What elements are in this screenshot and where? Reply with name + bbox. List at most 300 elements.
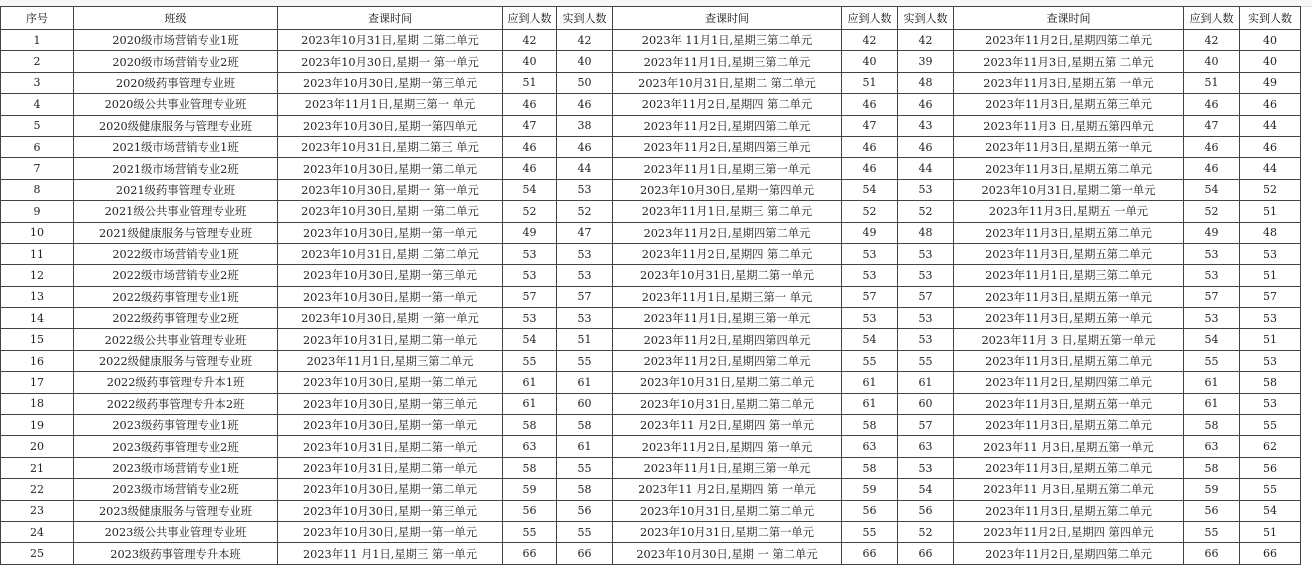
check-time-1-cell[interactable]: 2023年10月30日,星期一 第一单元 bbox=[278, 51, 503, 72]
expected-3-cell[interactable]: 56 bbox=[1184, 500, 1240, 521]
expected-2-header[interactable]: 应到人数 bbox=[842, 7, 898, 30]
check-time-3-cell[interactable]: 2023年10月31日,星期二第一单元 bbox=[954, 179, 1184, 200]
actual-3-cell[interactable]: 44 bbox=[1240, 158, 1301, 179]
expected-3-cell[interactable]: 66 bbox=[1184, 543, 1240, 564]
seq-cell[interactable]: 11 bbox=[1, 243, 74, 264]
actual-1-cell[interactable]: 61 bbox=[557, 372, 613, 393]
seq-cell[interactable]: 15 bbox=[1, 329, 74, 350]
seq-cell[interactable]: 2 bbox=[1, 51, 74, 72]
check-time-3-cell[interactable]: 2023年11月3日,星期五第 一单元 bbox=[954, 72, 1184, 93]
seq-cell[interactable]: 18 bbox=[1, 393, 74, 414]
class-cell[interactable]: 2021级市场营销专业1班 bbox=[74, 136, 278, 157]
class-header[interactable]: 班级 bbox=[74, 7, 278, 30]
check-time-2-cell[interactable]: 2023年10月31日,星期二 第二单元 bbox=[613, 72, 842, 93]
check-time-2-cell[interactable]: 2023年11月1日,星期三第二单元 bbox=[613, 51, 842, 72]
seq-cell[interactable]: 16 bbox=[1, 350, 74, 371]
check-time-1-cell[interactable]: 2023年11 月1日,星期三 第一单元 bbox=[278, 543, 503, 564]
expected-1-cell[interactable]: 46 bbox=[503, 94, 557, 115]
expected-2-cell[interactable]: 46 bbox=[842, 136, 898, 157]
actual-3-cell[interactable]: 57 bbox=[1240, 286, 1301, 307]
check-time-2-cell[interactable]: 2023年11 月2日,星期四 第一单元 bbox=[613, 415, 842, 436]
seq-cell[interactable]: 17 bbox=[1, 372, 74, 393]
expected-2-cell[interactable]: 58 bbox=[842, 457, 898, 478]
class-cell[interactable]: 2023级药事管理专业2班 bbox=[74, 436, 278, 457]
check-time-2-cell[interactable]: 2023年11月2日,星期四第二单元 bbox=[613, 115, 842, 136]
actual-3-cell[interactable]: 40 bbox=[1240, 30, 1301, 51]
seq-cell[interactable]: 3 bbox=[1, 72, 74, 93]
actual-2-cell[interactable]: 61 bbox=[898, 372, 954, 393]
actual-3-cell[interactable]: 56 bbox=[1240, 457, 1301, 478]
expected-2-cell[interactable]: 66 bbox=[842, 543, 898, 564]
check-time-2-cell[interactable]: 2023年11月1日,星期三第一 单元 bbox=[613, 286, 842, 307]
actual-1-cell[interactable]: 55 bbox=[557, 457, 613, 478]
actual-1-cell[interactable]: 53 bbox=[557, 308, 613, 329]
expected-2-cell[interactable]: 53 bbox=[842, 243, 898, 264]
check-time-1-cell[interactable]: 2023年10月30日,星期一第三单元 bbox=[278, 72, 503, 93]
expected-3-cell[interactable]: 46 bbox=[1184, 136, 1240, 157]
expected-3-cell[interactable]: 42 bbox=[1184, 30, 1240, 51]
actual-1-cell[interactable]: 61 bbox=[557, 436, 613, 457]
expected-1-cell[interactable]: 46 bbox=[503, 136, 557, 157]
check-time-3-cell[interactable]: 2023年11月3日,星期五第一单元 bbox=[954, 393, 1184, 414]
expected-2-cell[interactable]: 54 bbox=[842, 179, 898, 200]
expected-1-cell[interactable]: 49 bbox=[503, 222, 557, 243]
actual-3-cell[interactable]: 53 bbox=[1240, 308, 1301, 329]
check-time-3-cell[interactable]: 2023年11月2日,星期四 第四单元 bbox=[954, 521, 1184, 542]
check-time-2-cell[interactable]: 2023年11月1日,星期三 第二单元 bbox=[613, 201, 842, 222]
table-row bbox=[1, 115, 1301, 136]
class-cell[interactable]: 2022级药事管理专业1班 bbox=[74, 286, 278, 307]
class-cell[interactable]: 2020级药事管理专业班 bbox=[74, 72, 278, 93]
expected-2-cell[interactable]: 55 bbox=[842, 521, 898, 542]
class-cell[interactable]: 2020级市场营销专业1班 bbox=[74, 30, 278, 51]
actual-3-cell[interactable]: 46 bbox=[1240, 94, 1301, 115]
seq-cell[interactable]: 9 bbox=[1, 201, 74, 222]
seq-cell[interactable]: 8 bbox=[1, 179, 74, 200]
class-cell[interactable]: 2020级市场营销专业2班 bbox=[74, 51, 278, 72]
check-time-2-cell[interactable]: 2023年 11月1日,星期三第二单元 bbox=[613, 30, 842, 51]
check-time-1-cell[interactable]: 2023年10月30日,星期 一第一单元 bbox=[278, 308, 503, 329]
check-time-1-header[interactable]: 查课时间 bbox=[278, 7, 503, 30]
seq-cell[interactable]: 4 bbox=[1, 94, 74, 115]
actual-2-cell[interactable]: 48 bbox=[898, 222, 954, 243]
seq-cell[interactable]: 13 bbox=[1, 286, 74, 307]
expected-2-cell[interactable]: 42 bbox=[842, 30, 898, 51]
expected-1-cell[interactable]: 52 bbox=[503, 201, 557, 222]
expected-1-cell[interactable]: 46 bbox=[503, 158, 557, 179]
check-time-1-cell[interactable]: 2023年10月31日,星期二第一单元 bbox=[278, 457, 503, 478]
actual-2-cell[interactable]: 54 bbox=[898, 479, 954, 500]
expected-2-cell[interactable]: 57 bbox=[842, 286, 898, 307]
actual-1-cell[interactable]: 46 bbox=[557, 136, 613, 157]
actual-2-cell[interactable]: 53 bbox=[898, 457, 954, 478]
check-time-2-cell[interactable]: 2023年10月31日,星期二第二单元 bbox=[613, 393, 842, 414]
check-time-1-cell[interactable]: 2023年10月30日,星期一第一单元 bbox=[278, 286, 503, 307]
expected-3-cell[interactable]: 40 bbox=[1184, 51, 1240, 72]
expected-3-cell[interactable]: 49 bbox=[1184, 222, 1240, 243]
check-time-1-cell[interactable]: 2023年10月30日,星期 一第二单元 bbox=[278, 201, 503, 222]
check-time-2-header[interactable]: 查课时间 bbox=[613, 7, 842, 30]
actual-3-cell[interactable]: 55 bbox=[1240, 415, 1301, 436]
attendance-sheet bbox=[0, 6, 1312, 565]
expected-3-cell[interactable]: 63 bbox=[1184, 436, 1240, 457]
check-time-2-cell[interactable]: 2023年11月1日,星期三第一单元 bbox=[613, 308, 842, 329]
check-time-1-cell[interactable]: 2023年10月31日,星期二第一单元 bbox=[278, 436, 503, 457]
seq-cell[interactable]: 20 bbox=[1, 436, 74, 457]
check-time-2-cell[interactable]: 2023年11月2日,星期四第二单元 bbox=[613, 350, 842, 371]
class-cell[interactable]: 2023级市场营销专业1班 bbox=[74, 457, 278, 478]
actual-1-cell[interactable]: 58 bbox=[557, 415, 613, 436]
expected-3-cell[interactable]: 51 bbox=[1184, 72, 1240, 93]
check-time-2-cell[interactable]: 2023年11月2日,星期四第二单元 bbox=[613, 222, 842, 243]
seq-cell[interactable]: 23 bbox=[1, 500, 74, 521]
actual-1-cell[interactable]: 53 bbox=[557, 243, 613, 264]
expected-1-cell[interactable]: 57 bbox=[503, 286, 557, 307]
seq-cell[interactable]: 14 bbox=[1, 308, 74, 329]
check-time-2-cell[interactable]: 2023年10月31日,星期二第一单元 bbox=[613, 521, 842, 542]
expected-3-cell[interactable]: 61 bbox=[1184, 372, 1240, 393]
actual-3-cell[interactable]: 54 bbox=[1240, 500, 1301, 521]
actual-3-cell[interactable]: 51 bbox=[1240, 265, 1301, 286]
class-cell[interactable]: 2021级公共事业管理专业班 bbox=[74, 201, 278, 222]
actual-1-cell[interactable]: 50 bbox=[557, 72, 613, 93]
expected-1-cell[interactable]: 59 bbox=[503, 479, 557, 500]
check-time-2-cell[interactable]: 2023年11月1日,星期三第一单元 bbox=[613, 457, 842, 478]
actual-1-cell[interactable]: 51 bbox=[557, 329, 613, 350]
check-time-1-cell[interactable]: 2023年10月30日,星期一第四单元 bbox=[278, 115, 503, 136]
check-time-3-cell[interactable]: 2023年11月3日,星期五第三单元 bbox=[954, 94, 1184, 115]
expected-2-cell[interactable]: 53 bbox=[842, 265, 898, 286]
expected-2-cell[interactable]: 47 bbox=[842, 115, 898, 136]
class-cell[interactable]: 2020级健康服务与管理专业班 bbox=[74, 115, 278, 136]
expected-3-cell[interactable]: 47 bbox=[1184, 115, 1240, 136]
seq-cell[interactable]: 21 bbox=[1, 457, 74, 478]
expected-1-cell[interactable]: 58 bbox=[503, 415, 557, 436]
actual-1-cell[interactable]: 57 bbox=[557, 286, 613, 307]
table-row bbox=[1, 30, 1301, 51]
check-time-3-header[interactable]: 查课时间 bbox=[954, 7, 1184, 30]
seq-cell[interactable]: 6 bbox=[1, 136, 74, 157]
class-cell[interactable]: 2022级药事管理专业2班 bbox=[74, 308, 278, 329]
check-time-1-cell[interactable]: 2023年11月1日,星期三第一 单元 bbox=[278, 94, 503, 115]
check-time-3-cell[interactable]: 2023年11月2日,星期四第二单元 bbox=[954, 543, 1184, 564]
actual-3-cell[interactable]: 44 bbox=[1240, 115, 1301, 136]
class-cell[interactable]: 2023级药事管理专业1班 bbox=[74, 415, 278, 436]
expected-2-cell[interactable]: 61 bbox=[842, 393, 898, 414]
actual-1-cell[interactable]: 56 bbox=[557, 500, 613, 521]
seq-cell[interactable]: 19 bbox=[1, 415, 74, 436]
actual-3-cell[interactable]: 58 bbox=[1240, 372, 1301, 393]
table-row bbox=[1, 521, 1301, 542]
check-time-3-cell[interactable]: 2023年11月3日,星期五第二单元 bbox=[954, 350, 1184, 371]
class-cell[interactable]: 2023级药事管理专升本班 bbox=[74, 543, 278, 564]
expected-2-cell[interactable]: 58 bbox=[842, 415, 898, 436]
expected-3-cell[interactable]: 55 bbox=[1184, 350, 1240, 371]
seq-cell[interactable]: 10 bbox=[1, 222, 74, 243]
expected-1-cell[interactable]: 55 bbox=[503, 521, 557, 542]
expected-2-cell[interactable]: 56 bbox=[842, 500, 898, 521]
expected-1-header[interactable]: 应到人数 bbox=[503, 7, 557, 30]
actual-2-cell[interactable]: 52 bbox=[898, 201, 954, 222]
check-time-3-cell[interactable]: 2023年11月3 日,星期五第四单元 bbox=[954, 115, 1184, 136]
check-time-3-cell[interactable]: 2023年11月2日,星期四第二单元 bbox=[954, 30, 1184, 51]
table-body bbox=[1, 30, 1301, 565]
actual-2-cell[interactable]: 53 bbox=[898, 179, 954, 200]
expected-2-cell[interactable]: 46 bbox=[842, 94, 898, 115]
check-time-3-cell[interactable]: 2023年11月3日,星期五第二单元 bbox=[954, 222, 1184, 243]
actual-2-cell[interactable]: 44 bbox=[898, 158, 954, 179]
table-row bbox=[1, 436, 1301, 457]
actual-2-cell[interactable]: 60 bbox=[898, 393, 954, 414]
check-time-3-cell[interactable]: 2023年11月1日,星期三第二单元 bbox=[954, 265, 1184, 286]
expected-1-cell[interactable]: 53 bbox=[503, 243, 557, 264]
check-time-3-cell[interactable]: 2023年11月3日,星期五第一单元 bbox=[954, 286, 1184, 307]
class-cell[interactable]: 2022级药事管理专升本2班 bbox=[74, 393, 278, 414]
check-time-1-cell[interactable]: 2023年10月31日,星期二第三 单元 bbox=[278, 136, 503, 157]
expected-1-cell[interactable]: 66 bbox=[503, 543, 557, 564]
actual-1-header[interactable]: 实到人数 bbox=[557, 7, 613, 30]
table-row bbox=[1, 51, 1301, 72]
actual-2-cell[interactable]: 42 bbox=[898, 30, 954, 51]
actual-2-cell[interactable]: 56 bbox=[898, 500, 954, 521]
actual-3-cell[interactable]: 51 bbox=[1240, 521, 1301, 542]
check-time-2-cell[interactable]: 2023年11月2日,星期四第三单元 bbox=[613, 136, 842, 157]
actual-2-cell[interactable]: 57 bbox=[898, 286, 954, 307]
actual-3-cell[interactable]: 48 bbox=[1240, 222, 1301, 243]
seq-cell[interactable]: 24 bbox=[1, 521, 74, 542]
check-time-2-cell[interactable]: 2023年10月30日,星期 一 第二单元 bbox=[613, 543, 842, 564]
actual-2-cell[interactable]: 66 bbox=[898, 543, 954, 564]
seq-cell[interactable]: 5 bbox=[1, 115, 74, 136]
seq-cell[interactable]: 7 bbox=[1, 158, 74, 179]
check-time-2-cell[interactable]: 2023年11月2日,星期四 第二单元 bbox=[613, 94, 842, 115]
check-time-1-cell[interactable]: 2023年10月30日,星期一第二单元 bbox=[278, 372, 503, 393]
seq-cell[interactable]: 22 bbox=[1, 479, 74, 500]
expected-2-cell[interactable]: 59 bbox=[842, 479, 898, 500]
actual-3-cell[interactable]: 66 bbox=[1240, 543, 1301, 564]
check-time-3-cell[interactable]: 2023年11 月3日,星期五第一单元 bbox=[954, 436, 1184, 457]
actual-3-cell[interactable]: 62 bbox=[1240, 436, 1301, 457]
actual-3-cell[interactable]: 53 bbox=[1240, 243, 1301, 264]
expected-3-cell[interactable]: 59 bbox=[1184, 479, 1240, 500]
check-time-1-cell[interactable]: 2023年10月30日,星期一第一单元 bbox=[278, 222, 503, 243]
check-time-3-cell[interactable]: 2023年11月3日,星期五第二单元 bbox=[954, 243, 1184, 264]
expected-2-cell[interactable]: 52 bbox=[842, 201, 898, 222]
check-time-1-cell[interactable]: 2023年10月30日,星期一第三单元 bbox=[278, 393, 503, 414]
table-row bbox=[1, 500, 1301, 521]
table-row bbox=[1, 415, 1301, 436]
expected-2-cell[interactable]: 40 bbox=[842, 51, 898, 72]
actual-1-cell[interactable]: 46 bbox=[557, 94, 613, 115]
table-row bbox=[1, 136, 1301, 157]
actual-2-cell[interactable]: 43 bbox=[898, 115, 954, 136]
check-time-1-cell[interactable]: 2023年10月31日,星期二第一单元 bbox=[278, 329, 503, 350]
actual-1-cell[interactable]: 66 bbox=[557, 543, 613, 564]
check-time-1-cell[interactable]: 2023年10月30日,星期一第二单元 bbox=[278, 158, 503, 179]
expected-3-cell[interactable]: 52 bbox=[1184, 201, 1240, 222]
check-time-2-cell[interactable]: 2023年11月2日,星期四 第一单元 bbox=[613, 436, 842, 457]
seq-cell[interactable]: 1 bbox=[1, 30, 74, 51]
actual-1-cell[interactable]: 40 bbox=[557, 51, 613, 72]
class-cell[interactable]: 2020级公共事业管理专业班 bbox=[74, 94, 278, 115]
expected-1-cell[interactable]: 53 bbox=[503, 265, 557, 286]
actual-2-cell[interactable]: 57 bbox=[898, 415, 954, 436]
actual-2-cell[interactable]: 46 bbox=[898, 136, 954, 157]
table-row bbox=[1, 329, 1301, 350]
actual-3-cell[interactable]: 53 bbox=[1240, 350, 1301, 371]
expected-1-cell[interactable]: 56 bbox=[503, 500, 557, 521]
expected-2-cell[interactable]: 46 bbox=[842, 158, 898, 179]
check-time-3-cell[interactable]: 2023年11月3日,星期五第一单元 bbox=[954, 308, 1184, 329]
actual-2-cell[interactable]: 53 bbox=[898, 243, 954, 264]
check-time-3-cell[interactable]: 2023年11月3日,星期五第二单元 bbox=[954, 415, 1184, 436]
expected-2-cell[interactable]: 54 bbox=[842, 329, 898, 350]
actual-3-cell[interactable]: 55 bbox=[1240, 479, 1301, 500]
expected-2-cell[interactable]: 51 bbox=[842, 72, 898, 93]
actual-2-cell[interactable]: 53 bbox=[898, 265, 954, 286]
expected-3-cell[interactable]: 46 bbox=[1184, 94, 1240, 115]
table-row bbox=[1, 457, 1301, 478]
class-cell[interactable]: 2021级健康服务与管理专业班 bbox=[74, 222, 278, 243]
check-time-1-cell[interactable]: 2023年10月30日,星期一第一单元 bbox=[278, 415, 503, 436]
check-time-1-cell[interactable]: 2023年10月30日,星期一第三单元 bbox=[278, 500, 503, 521]
check-time-3-cell[interactable]: 2023年11月2日,星期四第二单元 bbox=[954, 372, 1184, 393]
table-row bbox=[1, 222, 1301, 243]
class-cell[interactable]: 2022级药事管理专升本1班 bbox=[74, 372, 278, 393]
actual-1-cell[interactable]: 38 bbox=[557, 115, 613, 136]
expected-3-cell[interactable]: 61 bbox=[1184, 393, 1240, 414]
actual-2-cell[interactable]: 52 bbox=[898, 521, 954, 542]
expected-3-cell[interactable]: 58 bbox=[1184, 415, 1240, 436]
check-time-2-cell[interactable]: 2023年10月30日,星期一第四单元 bbox=[613, 179, 842, 200]
actual-1-cell[interactable]: 60 bbox=[557, 393, 613, 414]
check-time-2-cell[interactable]: 2023年11月1日,星期三第一单元 bbox=[613, 158, 842, 179]
expected-3-cell[interactable]: 57 bbox=[1184, 286, 1240, 307]
check-time-3-cell[interactable]: 2023年11月3日,星期五第二单元 bbox=[954, 500, 1184, 521]
expected-1-cell[interactable]: 54 bbox=[503, 329, 557, 350]
actual-2-cell[interactable]: 39 bbox=[898, 51, 954, 72]
expected-2-cell[interactable]: 63 bbox=[842, 436, 898, 457]
expected-3-cell[interactable]: 53 bbox=[1184, 308, 1240, 329]
actual-2-cell[interactable]: 53 bbox=[898, 308, 954, 329]
expected-3-cell[interactable]: 46 bbox=[1184, 158, 1240, 179]
class-cell[interactable]: 2021级市场营销专业2班 bbox=[74, 158, 278, 179]
actual-2-header[interactable]: 实到人数 bbox=[898, 7, 954, 30]
expected-2-cell[interactable]: 53 bbox=[842, 308, 898, 329]
expected-1-cell[interactable]: 54 bbox=[503, 179, 557, 200]
class-cell[interactable]: 2022级市场营销专业1班 bbox=[74, 243, 278, 264]
check-time-1-cell[interactable]: 2023年11月1日,星期三第二单元 bbox=[278, 350, 503, 371]
actual-2-cell[interactable]: 53 bbox=[898, 329, 954, 350]
actual-1-cell[interactable]: 42 bbox=[557, 30, 613, 51]
expected-1-cell[interactable]: 47 bbox=[503, 115, 557, 136]
check-time-1-cell[interactable]: 2023年10月31日,星期 二第二单元 bbox=[278, 30, 503, 51]
expected-3-cell[interactable]: 58 bbox=[1184, 457, 1240, 478]
actual-2-cell[interactable]: 46 bbox=[898, 94, 954, 115]
class-cell[interactable]: 2023级健康服务与管理专业班 bbox=[74, 500, 278, 521]
expected-2-cell[interactable]: 61 bbox=[842, 372, 898, 393]
actual-3-cell[interactable]: 51 bbox=[1240, 329, 1301, 350]
expected-1-cell[interactable]: 61 bbox=[503, 372, 557, 393]
actual-3-cell[interactable]: 52 bbox=[1240, 179, 1301, 200]
check-time-3-cell[interactable]: 2023年11月3日,星期五 一单元 bbox=[954, 201, 1184, 222]
actual-3-cell[interactable]: 53 bbox=[1240, 393, 1301, 414]
check-time-3-cell[interactable]: 2023年11月3日,星期五第 二单元 bbox=[954, 51, 1184, 72]
expected-3-cell[interactable]: 54 bbox=[1184, 329, 1240, 350]
expected-1-cell[interactable]: 40 bbox=[503, 51, 557, 72]
expected-1-cell[interactable]: 58 bbox=[503, 457, 557, 478]
check-time-3-cell[interactable]: 2023年11月 3 日,星期五第一单元 bbox=[954, 329, 1184, 350]
class-cell[interactable]: 2021级药事管理专业班 bbox=[74, 179, 278, 200]
actual-1-cell[interactable]: 55 bbox=[557, 350, 613, 371]
check-time-1-cell[interactable]: 2023年10月30日,星期一第二单元 bbox=[278, 479, 503, 500]
actual-3-cell[interactable]: 51 bbox=[1240, 201, 1301, 222]
check-time-3-cell[interactable]: 2023年11 月3日,星期五第二单元 bbox=[954, 479, 1184, 500]
expected-1-cell[interactable]: 61 bbox=[503, 393, 557, 414]
seq-cell[interactable]: 25 bbox=[1, 543, 74, 564]
check-time-2-cell[interactable]: 2023年10月31日,星期二第二单元 bbox=[613, 500, 842, 521]
expected-1-cell[interactable]: 51 bbox=[503, 72, 557, 93]
expected-1-cell[interactable]: 63 bbox=[503, 436, 557, 457]
seq-header[interactable]: 序号 bbox=[1, 7, 74, 30]
expected-2-cell[interactable]: 49 bbox=[842, 222, 898, 243]
check-time-1-cell[interactable]: 2023年10月30日,星期一第三单元 bbox=[278, 265, 503, 286]
header-row bbox=[1, 7, 1301, 30]
class-cell[interactable]: 2022级健康服务与管理专业班 bbox=[74, 350, 278, 371]
seq-cell[interactable]: 12 bbox=[1, 265, 74, 286]
check-time-2-cell[interactable]: 2023年10月31日,星期二第一单元 bbox=[613, 265, 842, 286]
check-time-2-cell[interactable]: 2023年10月31日,星期二第二单元 bbox=[613, 372, 842, 393]
expected-3-cell[interactable]: 53 bbox=[1184, 265, 1240, 286]
check-time-1-cell[interactable]: 2023年10月30日,星期一 第一单元 bbox=[278, 179, 503, 200]
class-cell[interactable]: 2023级公共事业管理专业班 bbox=[74, 521, 278, 542]
expected-3-cell[interactable]: 53 bbox=[1184, 243, 1240, 264]
actual-1-cell[interactable]: 53 bbox=[557, 179, 613, 200]
actual-3-cell[interactable]: 40 bbox=[1240, 51, 1301, 72]
check-time-2-cell[interactable]: 2023年11 月2日,星期四 第 一单元 bbox=[613, 479, 842, 500]
expected-2-cell[interactable]: 55 bbox=[842, 350, 898, 371]
check-time-3-cell[interactable]: 2023年11月3日,星期五第二单元 bbox=[954, 158, 1184, 179]
actual-3-cell[interactable]: 49 bbox=[1240, 72, 1301, 93]
actual-1-cell[interactable]: 52 bbox=[557, 201, 613, 222]
check-time-1-cell[interactable]: 2023年10月31日,星期 二第二单元 bbox=[278, 243, 503, 264]
expected-1-cell[interactable]: 42 bbox=[503, 30, 557, 51]
class-cell[interactable]: 2022级公共事业管理专业班 bbox=[74, 329, 278, 350]
check-time-2-cell[interactable]: 2023年11月2日,星期四第四单元 bbox=[613, 329, 842, 350]
actual-1-cell[interactable]: 55 bbox=[557, 521, 613, 542]
expected-1-cell[interactable]: 53 bbox=[503, 308, 557, 329]
expected-3-cell[interactable]: 54 bbox=[1184, 179, 1240, 200]
expected-3-header[interactable]: 应到人数 bbox=[1184, 7, 1240, 30]
check-time-1-cell[interactable]: 2023年10月30日,星期一第一单元 bbox=[278, 521, 503, 542]
actual-2-cell[interactable]: 55 bbox=[898, 350, 954, 371]
actual-2-cell[interactable]: 63 bbox=[898, 436, 954, 457]
expected-1-cell[interactable]: 55 bbox=[503, 350, 557, 371]
actual-1-cell[interactable]: 44 bbox=[557, 158, 613, 179]
actual-1-cell[interactable]: 53 bbox=[557, 265, 613, 286]
actual-3-header[interactable]: 实到人数 bbox=[1240, 7, 1301, 30]
actual-1-cell[interactable]: 58 bbox=[557, 479, 613, 500]
actual-1-cell[interactable]: 47 bbox=[557, 222, 613, 243]
check-time-3-cell[interactable]: 2023年11月3日,星期五第一单元 bbox=[954, 136, 1184, 157]
check-time-2-cell[interactable]: 2023年11月2日,星期四 第二单元 bbox=[613, 243, 842, 264]
expected-3-cell[interactable]: 55 bbox=[1184, 521, 1240, 542]
actual-3-cell[interactable]: 46 bbox=[1240, 136, 1301, 157]
class-cell[interactable]: 2023级市场营销专业2班 bbox=[74, 479, 278, 500]
check-time-3-cell[interactable]: 2023年11月3日,星期五第二单元 bbox=[954, 457, 1184, 478]
actual-2-cell[interactable]: 48 bbox=[898, 72, 954, 93]
class-cell[interactable]: 2022级市场营销专业2班 bbox=[74, 265, 278, 286]
